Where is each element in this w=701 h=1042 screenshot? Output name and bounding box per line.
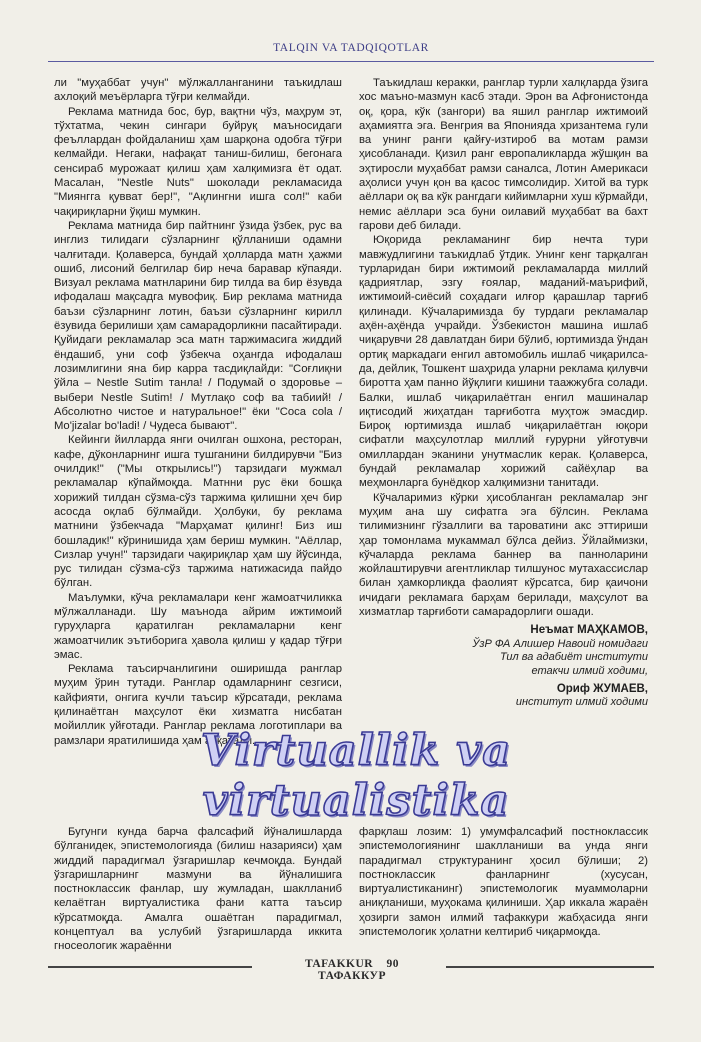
author-name: Неъмат МАҲКАМОВ, bbox=[530, 624, 648, 637]
author-role: ЎзР ФА Алишер Навоий номидаги bbox=[472, 637, 648, 650]
footer-rule-left bbox=[48, 966, 252, 968]
paragraph: Юқорида рекламанинг бир нечта тури мавжудлигини таъкидлаб ўтдик. Унинг кенг тарқалган турларидан бири ижтимоий рекламаларда миллий қадриятлар, эзгу ғоялар, маданий-маърифий, ижтимоий-сиёсий соҳадаги илғор қарашлар тарғиб қилинади. Кўчаларимизда бу турдаги рекламалар аҳён-аҳёнда учрайди. Ўзбекистон машина ишлаб чиқарувчи 28 давлатдан бири бўлиб, юртимизда ўндан ортиқ маркадаги енгил автомобиль ишлаб чиқарилса-да, дейлик, Тошкент шаҳрида уларни реклама қилувчи биротта ҳам панно йўқлиги кишини таажжубга солади. Балки, ишлаб чиқарилаётган енгил машиналар иқтисодий жиҳатдан тарғиботга муҳтож эмасдир. Бироқ юртимизда ишлаб чиқарилаётган юқори сифатли маҳсулотлар миллий ғурурни уйғотувчи омиллардан эканини унутмаслик керак. Қолаверса, бундай рекламалар хорижий сайёҳлар ва меҳмонларга бунёдкор халқимизни танитади. bbox=[359, 234, 648, 490]
author-role: Тил ва адабиёт институти bbox=[499, 651, 648, 664]
footer-magazine-latin: TAFAKKUR bbox=[305, 958, 374, 970]
author-signature bbox=[359, 682, 648, 710]
article1-right-column bbox=[359, 76, 648, 710]
paragraph: фарқлаш лозим: 1) умумфалсафий постноклассик эпистемологиянинг шаклланиши ва унда янги парадигмал структуранинг ҳосил бўлиши; 2) постноклассик фанларнинг (хусусан, виртуалистиканинг) эпистемологик муаммоларни аниқланиши, муҳокама қилиниши. Ҳар иккала жараён ҳозирги замон илмий тафаккури жабҳасида янги эпистемологик ҳолатни келтириб чиқармоқда. bbox=[359, 826, 648, 939]
paragraph: Реклама матнида бос, бур, вақтни чўз, маҳрум эт, тўхтатма, чекин сингари буйруқ маъносидаги феъллардан фойдаланиш ҳам шарқона одобга тўғри келмайди. Негаки, нафақат таниш-билиш, бегонага сенсираб мурожаат қилиш ҳам халқимизга ёт одат. Масалан, "Nestle Nuts" шоколади рекламасида "Миянгга қувват бер!", "Ақлингни ишга сол!" каби чақириқларни ўқиш мумкин. bbox=[54, 105, 342, 218]
paragraph: Реклама матнида бир пайтнинг ўзида ўзбек, рус ва инглиз тилидаги сўзларнинг қўлланиши одамни чалғитади. Қолаверса, бундай ҳолларда матн ҳажми ошиб, лисоний белгилар бир неча баравар кўпаяди. Визуал реклама матнларини бир тилда ва бир ёзувда ифодалаш мақсадга мувофиқ. Бир реклама матнида баъзи сўзларнинг лотин, баъзи сўзларнинг кирилл ёзувида берилиши ҳам самарадорликни пасайтиради. Қуйидаги рекламалар эса матн таржимасига жиддий ёндашиб, уни соф ўзбекча оҳангда ифодалаш лозимлигини яна бир карра тасдиқлайди: "Соғлиқни ўйла – Nestle Sutim танла! / Подумай о здоровье – выбери Nestle Sutim! / Мутлақо соф ва табиий! / Абсолютно чистое и натуральное!" ёки "Coca cola / Mo'jizalar bo'ladi! / Чудеса бывают". bbox=[54, 219, 342, 433]
author-role: институт илмий ходими bbox=[515, 696, 648, 709]
paragraph: Маълумки, кўча рекламалари кенг жамоатчиликка мўлжалланади. Шу маънода айрим ижтимоий гуруҳларга қаратилган рекламаларни кенг жамоатчилик эътиборига ҳавола қилиш у қадар тўғри эмас. bbox=[54, 591, 342, 661]
paragraph: Кейинги йилларда янги очилган ошхона, ресторан, кафе, дўконларнинг ишга тушганини билдирувчи "Биз очилдик!" ("Мы открылись!") тарзидаги мужмал рекламалар кўпаймоқда. Матнни рус ёки бошқа хорижий тилдан сўзма-сўз таржима қилишни ҳеч бир асосда оқлаб бўлмайди. Ҳолбуки, бу реклама матнини ўзбекчада "Марҳамат қилинг! Биз иш бошладик!" кўринишида ҳам бериш мумкин. "Аёллар, Сизлар учун!" тарзидаги чақириқлар ҳам шу йўсинда, рус тилидан сўзма-сўз таржима натижасида пайдо бўлган. bbox=[54, 434, 342, 590]
article2-left-column bbox=[54, 825, 342, 954]
article2-right-column bbox=[359, 825, 648, 939]
article1-left-column bbox=[54, 76, 342, 748]
paragraph: Бугунги кунда барча фалсафий йўналишларда бўлганидек, эпистемологияда (билиш назарияси) ҳам жиддий парадигмал ўзгаришлар кечмоқда. Бундай ўзгаришларнинг мазмуни ва йўналишига постноклассик фанлар, шу жумладан, шаклланиб келаётган виртуалистика фани катта таъсир кўрсатмоқда. Амалга ошаётган парадигмал, концептуал ва услубий ўзгаришларда иккита гносеологик жараённи bbox=[54, 826, 342, 953]
paragraph: Кўчаларимиз кўрки ҳисобланган рекламалар энг муҳим ана шу сифатга эга бўлсин. Реклама тилимизнинг гўзаллиги ва тароватини акс эттириши ҳар томонлама мукаммал бўлса дейиз. Ўйлаймизки, кўчаларда реклама баннер ва панноларини жойлаштирувчи агентликлар тилшунос мутахассислар билан ҳамкорликда фаолият кўрсатса, бир қаичони ичидаги рекламага барҳам берилади, маҳсулот ва хизматлар тарғиботи самарадорлиги ошади. bbox=[359, 491, 648, 618]
page-number: 90 bbox=[386, 958, 399, 970]
paragraph: Реклама таъсирчанлигини оширишда ранглар муҳим ўрин тутади. Ранглар одамларнинг сезгиси, кайфияти, онгига кучли таъсир кўрсатади, реклама қилинаётган маҳсулот ёки хизматга нисбатан мойиллик уйғотади. Ранглар реклама логотиплари ва рамзлари яратилишида ҳам асқатади. bbox=[54, 663, 342, 747]
paragraph: Таъкидлаш керакки, ранглар турли халқларда ўзига хос маъно-мазмун касб этади. Эрон ва Афғонистонда оқ, қора, кўк (зангори) ва яшил ранглар ижтимоий аҳамиятга эга. Венгрия ва Японияда хризантема гули ва унинг ранги қайғу-изтироб ва мотам рамзи ҳисобланади. Қизил ранг европаликларда жўшқин ва эҳтиросли муҳаббат рамзи саналса, Лотин Америкаси аҳолиси учун қон ва қасос тимсолидир. Хитой ва турк аёллари оқ ва кўк рангдаги кийимларни хуш кўрмайди, немис аёллари эса буни оилавий муҳаббат ва бахт гарови деб билади. bbox=[359, 77, 648, 232]
page-header bbox=[48, 38, 654, 62]
section-title: TALQIN VA TADQIQOTLAR bbox=[273, 42, 429, 54]
paragraph: ли "муҳаббат учун" мўлжалланганини таъкидлаш ахлоқий меъёрларга тўғри келмайди. bbox=[54, 77, 342, 104]
footer-magazine-cyrillic: ТАФАККУР bbox=[317, 970, 387, 982]
header-rule bbox=[48, 61, 654, 63]
article-title-banner: Virtuallik va virtualistika bbox=[200, 726, 512, 826]
footer-text bbox=[262, 958, 442, 982]
author-role: етакчи илмий ходими, bbox=[531, 664, 648, 677]
footer-rule-right bbox=[446, 966, 654, 968]
author-name: Ориф ЖУМАЕВ, bbox=[556, 683, 648, 696]
page-footer bbox=[48, 957, 654, 982]
author-signature bbox=[359, 623, 648, 678]
